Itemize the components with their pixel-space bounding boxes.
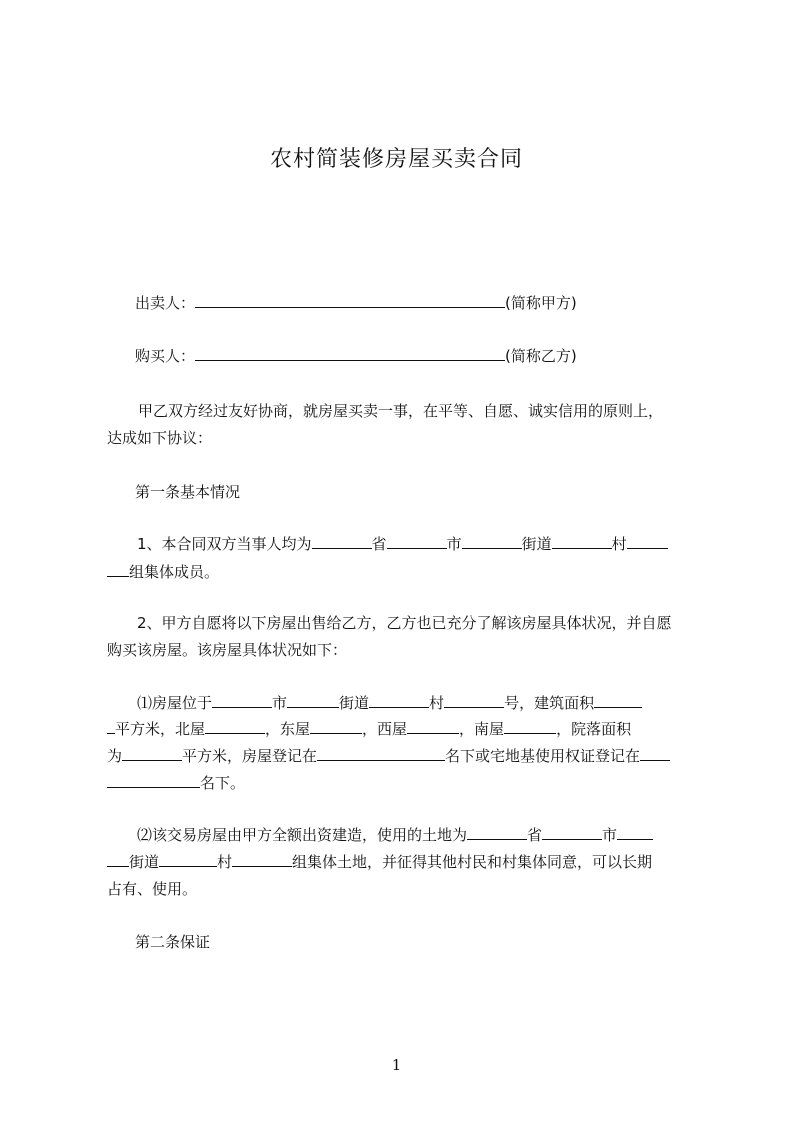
p3-text-e: 号，建筑面积 <box>504 694 595 712</box>
buyer-blank[interactable] <box>195 345 505 361</box>
p4-text-a: ⑵该交易房屋由甲方全额出资建造，使用的土地为 <box>137 826 468 844</box>
province-blank[interactable] <box>312 533 372 549</box>
p3-text-m: 名下或宅地基使用权证登记在 <box>445 747 641 765</box>
p1-text-a: 1、本合同双方当事人均为 <box>137 535 312 553</box>
south-room-blank[interactable] <box>504 718 556 734</box>
seller-suffix: (简称甲方) <box>505 294 577 312</box>
p3-text-g: ，东屋 <box>265 720 311 738</box>
article1-p1-line2 <box>107 561 219 582</box>
land-city-blank[interactable] <box>542 824 602 840</box>
village-blank[interactable] <box>552 533 612 549</box>
preamble-line-2: 达成如下协议： <box>107 429 213 447</box>
land-street-blank-part1[interactable] <box>617 824 653 840</box>
p3-text-l: 平方米，房屋登记在 <box>182 747 318 765</box>
buyer-suffix: (简称乙方) <box>505 347 577 365</box>
land-street-blank-part2[interactable] <box>107 851 129 867</box>
article1-p3-line4 <box>107 772 245 793</box>
p3-text-b: 市 <box>272 694 288 712</box>
p4-text-f: 组集体土地，并征得其他村民和村集体同意，可以长期 <box>292 853 653 871</box>
p3-text-c: 街道 <box>339 694 370 712</box>
article1-p2-line2: 购买该房屋。该房屋具体状况如下： <box>107 641 348 659</box>
article1-p4-line3: 占有、使用。 <box>107 880 198 898</box>
house-street-blank[interactable] <box>287 692 339 708</box>
p4-text-d: 街道 <box>129 853 160 871</box>
article1-heading: 第一条基本情况 <box>135 483 241 501</box>
p1-text-b: 省 <box>371 535 387 553</box>
seller-label: 出卖人： <box>135 294 196 312</box>
house-city-blank[interactable] <box>212 692 272 708</box>
article2-heading: 第二条保证 <box>135 933 211 951</box>
p4-text-c: 市 <box>602 826 618 844</box>
city-blank[interactable] <box>387 533 447 549</box>
article1-p4-line1 <box>137 824 653 845</box>
article1-p3-line1 <box>137 692 642 713</box>
p4-text-e: 村 <box>217 853 233 871</box>
west-room-blank[interactable] <box>407 718 459 734</box>
p4-text-b: 省 <box>527 826 543 844</box>
land-village-blank[interactable] <box>159 851 217 867</box>
land-province-blank[interactable] <box>467 824 527 840</box>
preamble-line-1: 甲乙双方经过友好协商，就房屋买卖一事，在平等、自愿、诚实信用的原则上， <box>138 402 664 420</box>
document-title: 农村简装修房屋买卖合同 <box>269 147 523 172</box>
east-room-blank[interactable] <box>310 718 362 734</box>
land-cert-owner-blank-part2[interactable] <box>107 772 200 788</box>
article1-p4-line2 <box>107 851 652 872</box>
article1-p3-line2 <box>107 718 631 739</box>
p3-text-n: 名下。 <box>200 774 246 792</box>
buyer-line <box>135 345 577 366</box>
building-area-blank-part2[interactable] <box>107 718 115 734</box>
p3-text-f: 平方米，北屋 <box>115 720 206 738</box>
article1-p3-line3 <box>107 745 670 766</box>
article1-p1-line1 <box>137 533 668 554</box>
house-village-blank[interactable] <box>369 692 429 708</box>
p3-text-k: 为 <box>107 747 123 765</box>
page-number: 1 <box>391 1056 402 1074</box>
yard-area-blank[interactable] <box>122 745 182 761</box>
article1-p2-line1: 2、甲方自愿将以下房屋出售给乙方，乙方也已充分了解该房屋具体状况，并自愿 <box>137 614 672 632</box>
registered-owner-blank[interactable] <box>317 745 445 761</box>
p1-text-e: 村 <box>611 535 627 553</box>
p3-text-h: ，西屋 <box>362 720 408 738</box>
p1-text-f: 组集体成员。 <box>129 563 220 581</box>
building-area-blank-part1[interactable] <box>594 692 642 708</box>
land-group-blank[interactable] <box>232 851 292 867</box>
seller-line <box>135 292 577 313</box>
land-cert-owner-blank-part1[interactable] <box>640 745 670 761</box>
house-number-blank[interactable] <box>444 692 504 708</box>
p3-text-d: 村 <box>429 694 445 712</box>
p1-text-c: 市 <box>446 535 462 553</box>
p3-text-j: ，院落面积 <box>556 720 632 738</box>
group-blank-part1[interactable] <box>627 533 668 549</box>
group-blank-part2[interactable] <box>107 561 129 577</box>
p1-text-d: 街道 <box>521 535 552 553</box>
seller-blank[interactable] <box>195 292 505 308</box>
street-blank[interactable] <box>462 533 522 549</box>
buyer-label: 购买人： <box>135 347 196 365</box>
north-room-blank[interactable] <box>205 718 265 734</box>
p3-text-i: ，南屋 <box>459 720 505 738</box>
p3-text-a: ⑴房屋位于 <box>137 694 213 712</box>
